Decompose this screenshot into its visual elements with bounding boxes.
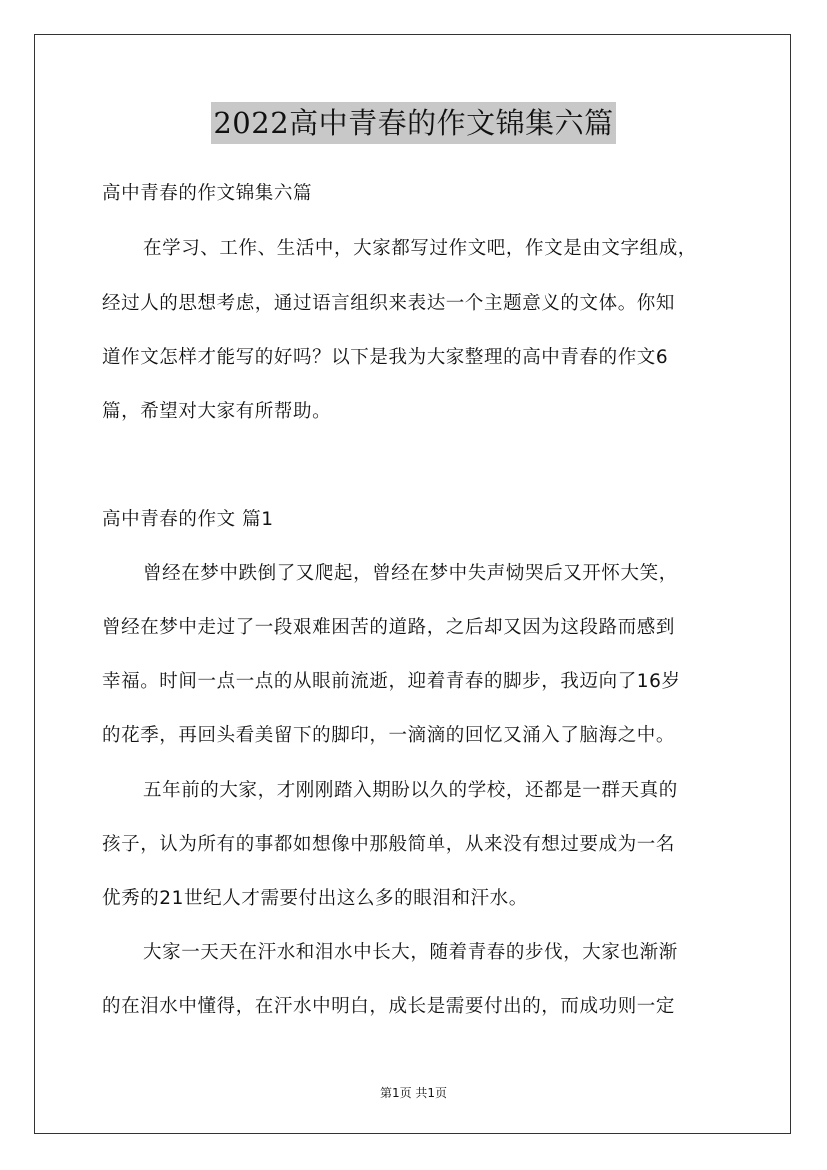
body-line: 曾经在梦中走过了一段艰难困苦的道路，之后却又因为这段路而感到 <box>102 617 676 638</box>
document-subtitle: 高中青春的作文锦集六篇 <box>102 183 313 204</box>
body-line: 优秀的21世纪人才需要付出这么多的眼泪和汗水。 <box>102 888 528 909</box>
body-line: 的花季，再回头看美留下的脚印，一滴滴的回忆又涌入了脑海之中。 <box>102 725 676 746</box>
page-footer: 第1页 共1页 <box>379 1086 448 1100</box>
intro-line: 经过人的思想考虑，通过语言组织来表达一个主题意义的文体。你知 <box>102 293 676 314</box>
intro-line: 道作文怎样才能写的好吗？以下是我为大家整理的高中青春的作文6 <box>102 347 669 368</box>
body-line: 五年前的大家，才刚刚踏入期盼以久的学校，还都是一群天真的 <box>143 780 678 801</box>
body-line: 曾经在梦中跌倒了又爬起，曾经在梦中失声恸哭后又开怀大笑， <box>143 563 678 584</box>
document-title: 2022高中青春的作文锦集六篇 <box>211 102 616 144</box>
body-line: 大家一天天在汗水和泪水中长大，随着青春的步伐，大家也渐渐 <box>143 942 678 963</box>
section-heading: 高中青春的作文 篇1 <box>102 509 274 530</box>
body-line: 幸福。时间一点一点的从眼前流逝，迎着青春的脚步，我迈向了16岁 <box>102 671 681 692</box>
intro-line: 在学习、工作、生活中，大家都写过作文吧，作文是由文字组成， <box>143 238 697 259</box>
body-line: 孩子，认为所有的事都如想像中那般简单，从来没有想过要成为一名 <box>102 834 676 855</box>
body-line: 的在泪水中懂得，在汗水中明白，成长是需要付出的，而成功则一定 <box>102 996 676 1017</box>
intro-line: 篇，希望对大家有所帮助。 <box>102 401 332 422</box>
